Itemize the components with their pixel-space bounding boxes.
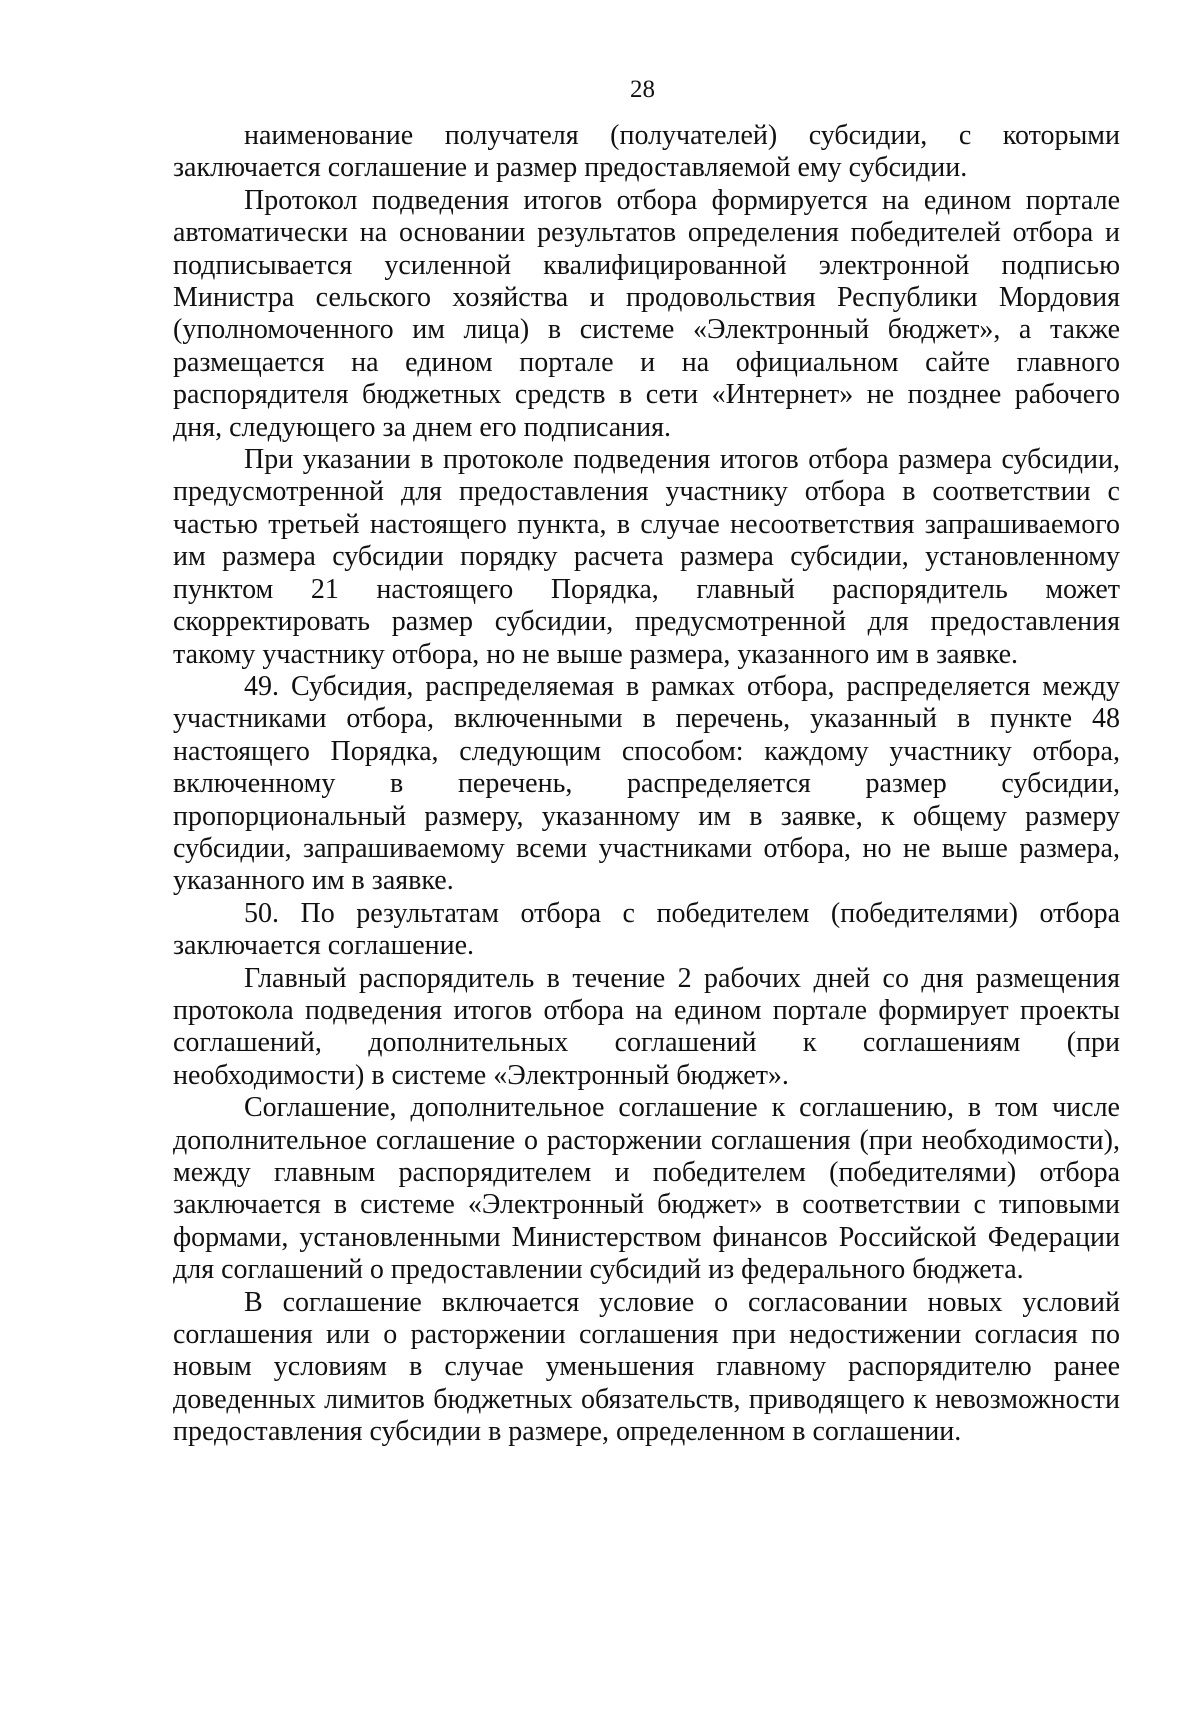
- document-body: [173, 120, 1120, 1449]
- paragraph-recipient-name: наименование получателя (получателей) субсидии, с которыми заключается соглашение и размер предоставляемой ему субсидии.: [173, 120, 1120, 184]
- paragraph-subsidy-adjustment: При указании в протоколе подведения итогов отбора размера субсидии, предусмотренной для предоставления участнику отбора в соответствии с частью третьей настоящего пункта, в случае несоответствия запрашиваемого им размера субсидии порядку расчета размера субсидии, установленному пунктом 21 настоящего Порядка, главный распорядитель может скорректировать размер субсидии, предусмотренной для предоставления такому участнику отбора, но не выше размера, указанного им в заявке.: [173, 444, 1120, 670]
- paragraph-item-49: 49. Субсидия, распределяемая в рамках отбора, распределяется между участниками отбора, включенными в перечень, указанный в пункте 48 настоящего Порядка, следующим способом: каждому участнику отбора, включенному в перечень, распределяется размер субсидии, пропорциональный размеру, указанному им в заявке, к общему размеру субсидии, запрашиваемому всеми участниками отбора, но не выше размера, указанного им в заявке.: [173, 670, 1120, 897]
- paragraph-agreement-conditions: В соглашение включается условие о согласовании новых условий соглашения или о расторжении соглашения при недостижении согласия по новым условиям в случае уменьшения главному распорядителю ранее доведенных лимитов бюджетных обязательств, приводящего к невозможности предоставления субсидии в размере, определенном в соглашении.: [173, 1286, 1120, 1448]
- paragraph-agreement-forms: Соглашение, дополнительное соглашение к соглашению, в том числе дополнительное соглашение о расторжении соглашения (при необходимости), между главным распорядителем и победителем (победителями) отбора заключается в системе «Электронный бюджет» в соответствии с типовыми формами, установленными Министерством финансов Российской Федерации для соглашений о предоставлении субсидий из федерального бюджета.: [173, 1092, 1120, 1286]
- paragraph-agreement-drafts: Главный распорядитель в течение 2 рабочих дней со дня размещения протокола подведения итогов отбора на едином портале формирует проекты соглашений, дополнительных соглашений к соглашениям (при необходимости) в системе «Электронный бюджет».: [173, 962, 1120, 1091]
- page-number: 28: [630, 76, 655, 103]
- paragraph-item-50: 50. По результатам отбора с победителем (победителями) отбора заключается соглашение.: [173, 897, 1120, 962]
- paragraph-protocol-formation: Протокол подведения итогов отбора формируется на едином портале автоматически на основании результатов определения победителей отбора и подписывается усиленной квалифицированной электронной подписью Министра сельского хозяйства и продовольствия Республики Мордовия (уполномоченного им лица) в системе «Электронный бюджет», а также размещается на едином портале и на официальном сайте главного распорядителя бюджетных средств в сети «Интернет» не позднее рабочего дня, следующего за днем его подписания.: [173, 184, 1120, 443]
